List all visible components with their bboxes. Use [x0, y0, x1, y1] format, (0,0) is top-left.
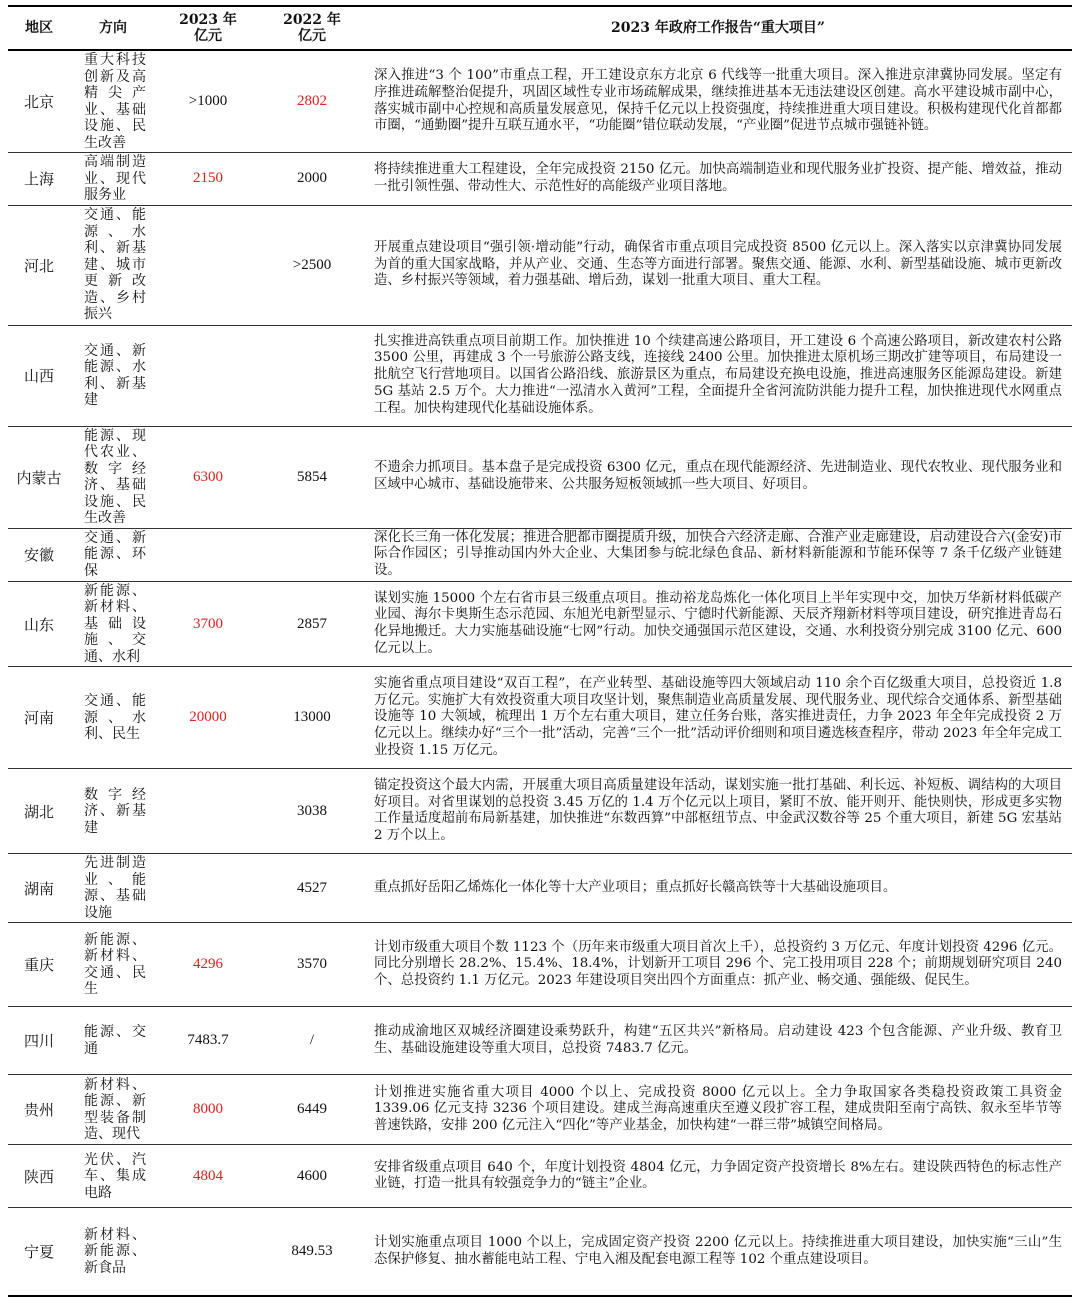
cell-plan: 推动成渝地区双城经济圈建设乘势跃升，构建“五区共兴”新格局。启动建设 423 个包含能源、产业升级、教育卫生、基础设施建设等重大项目，总投资 7483.7 亿元。 — [364, 1007, 1072, 1075]
cell-2023: 20000 — [156, 667, 260, 769]
cell-direction: 新能源、新材料、基础设施、交通、水利 — [70, 581, 156, 667]
table-header-row — [8, 6, 1072, 50]
cell-region: 湖北 — [8, 769, 70, 854]
cell-direction: 数字经济、新基建 — [70, 769, 156, 854]
cell-2022: 2000 — [260, 153, 364, 206]
cell-plan: 开展重点建设项目“强引领·增动能”行动，确保省市重点项目完成投资 8500 亿元以上。深入落实以京津冀协同发展为首的重大国家战略，并从产业、交通、生态等方面进行部署。聚焦交通、能源、水利、新型基础设施、城市更新改造、乡村振兴等领域，着力强基础、增后劲，谋划一批重大项目、重大工程。 — [364, 205, 1072, 325]
cell-plan: 计划市级重大项目个数 1123 个（历年来市级重大项目首次上千），总投资约 3 万亿元、年度计划投资 4296 亿元。同比分别增长 28.2%、15.4%、18.4%，计划新开工项目 296 个、完工投用项目 228 个；前期规划研究项目 240 个、总投资约 1.1 万亿元。2023 年建设项目突出四个方面重点：抓产业、畅交通、强能级、促民生。 — [364, 923, 1072, 1007]
cell-2023: 4804 — [156, 1145, 260, 1208]
cell-2022 — [260, 528, 364, 581]
cell-plan: 安排省级重点项目 640 个，年度计划投资 4804 亿元，力争固定资产投资增长 8%左右。建设陕西特色的标志性产业链，打造一批具有较强竞争力的“链主”企业。 — [364, 1145, 1072, 1208]
cell-2023: 7483.7 — [156, 1007, 260, 1075]
cell-2022: 3570 — [260, 923, 364, 1007]
cell-direction: 交通、能源、水利、新基建、城市更新改造、乡村振兴 — [70, 205, 156, 325]
cell-region: 上海 — [8, 153, 70, 206]
cell-2022: 5854 — [260, 426, 364, 528]
table-row — [8, 1007, 1072, 1075]
table-row — [8, 153, 1072, 206]
cell-2022: 4527 — [260, 854, 364, 923]
table-row — [8, 426, 1072, 528]
cell-region: 内蒙古 — [8, 426, 70, 528]
cell-2022 — [260, 325, 364, 426]
cell-direction: 交通、能源、水利、民生 — [70, 667, 156, 769]
cell-direction: 高端制造业、现代服务业 — [70, 153, 156, 206]
cell-2023 — [156, 769, 260, 854]
major-projects-table — [8, 5, 1072, 1297]
table-row — [8, 205, 1072, 325]
cell-plan: 扎实推进高铁重点项目前期工作。加快推进 10 个续建高速公路项目，开工建设 6 个高速公路项目，新改建农村公路 3500 公里，再建成 3 个一号旅游公路支线，连接线 2400 公里。加快推进太原机场三期改扩建等项目，布局建设一批航空飞行营地项目。以国省公路沿线、旅游景区为重点，布局建设充换电设施，推进高速服务区能源岛建设。新建 5G 基站 2.5 万个。大力推进“一泓清水入黄河”工程，全面提升全省河流防洪能力提升工程，加快推进现代水网重点工程。加快构建现代化基础设施体系。 — [364, 325, 1072, 426]
cell-region: 湖南 — [8, 854, 70, 923]
cell-plan: 重点抓好岳阳乙烯炼化一体化等十大产业项目；重点抓好长赣高铁等十大基础设施项目。 — [364, 854, 1072, 923]
cell-plan: 实施省重点项目建设“双百工程”，在产业转型、基础设施等四大领域启动 110 余个百亿级重大项目，总投资近 1.8 万亿元。实施扩大有效投资重大项目攻坚计划，聚焦制造业高质量发展、现代服务业、现代综合交通体系、新型基础设施等 10 大领域，梳理出 1 万个左右重大项目，建立任务台账，落实推进责任，力争 2023 年全年完成投资 2 万亿元以上。继续办好“三个一批”活动，完善“三个一批”活动评价细则和项目遴选核查程序，带动 2023 年全年完成工业投资 1.15 万亿元。 — [364, 667, 1072, 769]
cell-plan: 锚定投资这个最大内需，开展重大项目高质量建设年活动，谋划实施一批打基础、利长远、补短板、调结构的大项目好项目。对省里谋划的总投资 3.45 万亿的 1.4 万个亿元以上项目，紧盯不放、能开则开、能快则快，形成更多实物工作量适度超前布局新基建，加快推进“东数西算”中部枢纽节点、中金武汉数谷等 25 个重大项目，新建 5G 宏基站 2 万个以上。 — [364, 769, 1072, 854]
cell-2022: 13000 — [260, 667, 364, 769]
cell-region: 四川 — [8, 1007, 70, 1075]
cell-2023 — [156, 528, 260, 581]
cell-2023 — [156, 325, 260, 426]
table-row — [8, 1075, 1072, 1145]
table-row — [8, 769, 1072, 854]
cell-direction: 交通、新能源、水利、新基建 — [70, 325, 156, 426]
cell-2022: 4600 — [260, 1145, 364, 1208]
cell-2023: 8000 — [156, 1075, 260, 1145]
cell-plan: 深入推进“3 个 100”市重点工程，开工建设京东方北京 6 代线等一批重大项目。深入推进京津冀协同发展。坚定有序推进疏解整治促提升，巩固区域性专业市场疏解成果，继续推进基本无违法建设区创建。高水平建设城市副中心，落实城市副中心控规和高质量发展意见，保持千亿元以上投资强度，持续推进重大项目建设。积极构建现代化首都都市圈，“通勤圈”提升互联互通水平，“功能圈”错位联动发展，“产业圈”促进节点城市强链补链。 — [364, 50, 1072, 153]
header-region: 地区 — [8, 6, 70, 50]
cell-region: 贵州 — [8, 1075, 70, 1145]
cell-2023 — [156, 1208, 260, 1296]
cell-2023: 4296 — [156, 923, 260, 1007]
header-direction: 方向 — [70, 6, 156, 50]
table-row — [8, 854, 1072, 923]
table-row — [8, 1208, 1072, 1296]
cell-direction: 先进制造业、能源、基础设施 — [70, 854, 156, 923]
cell-2023: 3700 — [156, 581, 260, 667]
cell-direction: 交通、新能源、环保 — [70, 528, 156, 581]
cell-region: 重庆 — [8, 923, 70, 1007]
table-row — [8, 50, 1072, 153]
cell-2022: 2857 — [260, 581, 364, 667]
cell-2022: 2802 — [260, 50, 364, 153]
cell-direction: 能源、现代农业、数字经济、基础设施、民生改善 — [70, 426, 156, 528]
cell-region: 河南 — [8, 667, 70, 769]
cell-2022: 3038 — [260, 769, 364, 854]
table-row — [8, 667, 1072, 769]
cell-2023 — [156, 854, 260, 923]
cell-plan: 深化长三角一体化发展；推进合肥都市圈提质升级，加快合六经济走廊、合淮产业走廊建设，启动建设合六(金安)市际合作园区；引导推动国内外大企业、大集团参与皖北绿色食品、新材料新能源和节能环保等 7 条千亿级产业链建设。 — [364, 528, 1072, 581]
table-row — [8, 325, 1072, 426]
cell-plan: 计划实施重点项目 1000 个以上，完成固定资产投资 2200 亿元以上。持续推进重大项目建设，加快实施“三山”生态保护修复、抽水蓄能电站工程、宁电入湘及配套电源工程等 102 个重点建设项目。 — [364, 1208, 1072, 1296]
cell-region: 陕西 — [8, 1145, 70, 1208]
cell-direction: 新材料、新能源、新食品 — [70, 1208, 156, 1296]
cell-direction: 光伏、汽车、集成电路 — [70, 1145, 156, 1208]
header-2023: 2023 年 亿元 — [156, 6, 260, 50]
cell-region: 北京 — [8, 50, 70, 153]
cell-direction: 重大科技创新及高精尖产业、基础设施、民生改善 — [70, 50, 156, 153]
cell-2023 — [156, 205, 260, 325]
cell-region: 河北 — [8, 205, 70, 325]
table-row — [8, 1145, 1072, 1208]
header-plan: 2023 年政府工作报告“重大项目” — [364, 6, 1072, 50]
cell-direction: 能源、交通 — [70, 1007, 156, 1075]
cell-plan: 谋划实施 15000 个左右省市县三级重点项目。推动裕龙岛炼化一体化项目上半年实现中交，加快万华新材料低碳产业园、海尔卡奥斯生态示范园、东旭光电新型显示、宁德时代新能源、天辰齐翔新材料等项目建设，研究推进青岛石化异地搬迁。大力实施基础设施“七网”行动。加快交通强国示范区建设，交通、水利投资分别完成 3100 亿元、600 亿元以上。 — [364, 581, 1072, 667]
cell-region: 宁夏 — [8, 1208, 70, 1296]
cell-2023: 6300 — [156, 426, 260, 528]
header-2022: 2022 年 亿元 — [260, 6, 364, 50]
cell-plan: 不遗余力抓项目。基本盘子是完成投资 6300 亿元，重点在现代能源经济、先进制造业、现代农牧业、现代服务业和区域中心城市、基础设施带来、公共服务短板领域抓一些大项目、好项目。 — [364, 426, 1072, 528]
cell-2023: >1000 — [156, 50, 260, 153]
cell-2022: 6449 — [260, 1075, 364, 1145]
cell-2022: >2500 — [260, 205, 364, 325]
table-row — [8, 581, 1072, 667]
cell-2022: 849.53 — [260, 1208, 364, 1296]
cell-plan: 计划推进实施省重大项目 4000 个以上、完成投资 8000 亿元以上。全力争取国家各类稳投资政策工具资金 1339.06 亿元支持 3236 个项目建设。建成兰海高速重庆至遵义段扩容工程，建成贵阳至南宁高铁、叙永至毕节等普速铁路，安排 200 亿元注入“四化”等产业基金，加快构建“一群三带”城镇空间格局。 — [364, 1075, 1072, 1145]
cell-region: 安徽 — [8, 528, 70, 581]
table-row — [8, 923, 1072, 1007]
cell-2023: 2150 — [156, 153, 260, 206]
cell-plan: 将持续推进重大工程建设，全年完成投资 2150 亿元。加快高端制造业和现代服务业扩投资、提产能、增效益，推动一批引领性强、带动性大、示范性好的高能级产业项目落地。 — [364, 153, 1072, 206]
cell-direction: 新能源、新材料、交通、民生 — [70, 923, 156, 1007]
cell-direction: 新材料、能源、新型装备制造、现代 — [70, 1075, 156, 1145]
table-row — [8, 528, 1072, 581]
cell-region: 山东 — [8, 581, 70, 667]
cell-region: 山西 — [8, 325, 70, 426]
cell-2022: / — [260, 1007, 364, 1075]
